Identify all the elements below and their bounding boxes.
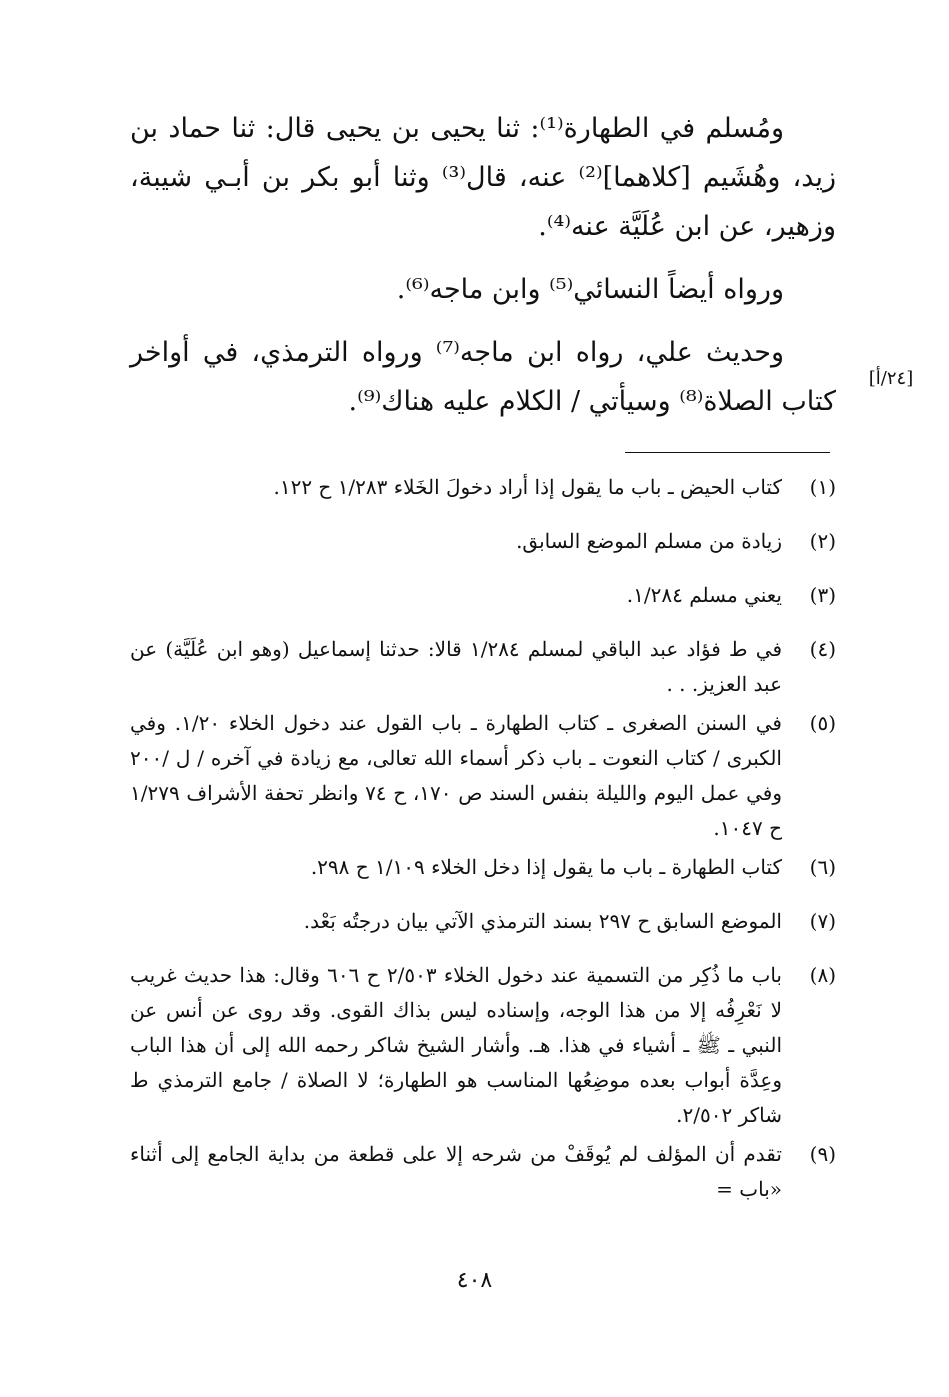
manuscript-folio-note: [٢٤/أ] [868, 368, 914, 389]
footnote-text: الموضع السابق ح ٢٩٧ بسند الترمذي الآتي بيان درجتُه بَعْد. [303, 909, 782, 933]
footnote-number: (٨) [809, 963, 836, 987]
footnote [130, 850, 836, 885]
footnote-separator [625, 452, 830, 453]
paragraph [130, 265, 836, 314]
footnote-text: في ط فؤاد عبد الباقي لمسلم ١/٢٨٤ قالا: حدثنا إسماعيل (وهو ابن عُلَيَّة) عن عبد العزيز. . . [130, 637, 783, 696]
footnote [130, 524, 836, 559]
main-text [130, 104, 836, 426]
paragraph [130, 104, 836, 251]
footnote [130, 904, 836, 939]
footnote-number: (٩) [809, 1142, 836, 1166]
footnote [130, 958, 836, 1133]
footnote-number: (٦) [809, 855, 836, 879]
footnote-number: (٤) [809, 637, 836, 661]
footnote-text: تقدم أن المؤلف لم يُوقَفْ من شرحه إلا على قطعة من بداية الجامع إلى أثناء «باب = [130, 1142, 782, 1201]
footnote-number: (١) [809, 475, 836, 499]
paragraph-text: ورواه أيضاً النسائي⁽⁵⁾ وابن ماجه⁽⁶⁾. [396, 274, 784, 305]
footnote [130, 470, 836, 505]
footnote-text: كتاب الطهارة ـ باب ما يقول إذا دخل الخلاء ١/١٠٩ ح ٢٩٨. [310, 855, 782, 879]
footnote-number: (٢) [809, 529, 836, 553]
footnote [130, 578, 836, 613]
paragraph [130, 328, 836, 426]
footnote-text: باب ما ذُكِر من التسمية عند دخول الخلاء ٢/٥٠٣ ح ٦٠٦ وقال: هذا حديث غريب لا نَعْرِفُه إلا من هذا الوجه، وإسناده ليس بذاك القوى. وقد روى عن أنس عن النبي ـ ﷺ ـ أشياء في هذا. هـ. وأشار الشيخ شاكر رحمه الله إلى أن هذا الباب وعِدَّة أبواب بعده موضِعُها المناسب هو الطهارة؛ لا الصلاة / جامع الترمذي ط شاكر ٢/٥٠٢. [130, 963, 782, 1127]
footnote-number: (٣) [809, 583, 836, 607]
footnote-number: (٧) [809, 909, 836, 933]
paragraph-text: ومُسلم في الطهارة⁽¹⁾: ثنا يحيى بن يحيى قال: ثنا حماد بن زيد، وهُشَيم [كلاهما]⁽²⁾ عنه، قال⁽³⁾ وثنا أبو بكر بن أبـي شيبة، وزهير، عن ابن عُلَيَّة عنه⁽⁴⁾. [130, 113, 836, 242]
footnote [130, 1137, 836, 1207]
paragraph-text: وحديث علي، رواه ابن ماجه⁽⁷⁾ ورواه الترمذي، في أواخر كتاب الصلاة⁽⁸⁾ وسيأتي / الكلام عليه هناك⁽⁹⁾. [130, 337, 836, 417]
footnotes [130, 470, 836, 1226]
footnote-text: زيادة من مسلم الموضع السابق. [516, 529, 782, 553]
footnote [130, 632, 836, 702]
footnote-text: كتاب الحيض ـ باب ما يقول إذا أراد دخولَ الخَلاء ١/٢٨٣ ح ١٢٢. [273, 475, 782, 499]
footnote-number: (٥) [809, 711, 836, 735]
footnote-text: في السنن الصغرى ـ كتاب الطهارة ـ باب القول عند دخول الخلاء ١/٢٠. وفي الكبرى / كتاب النعوت ـ باب ذكر أسماء الله تعالى، مع زيادة في آخره / ل /٢٠٠ وفي عمل اليوم والليلة بنفس السند ص ١٧٠، ح ٧٤ وانظر تحفة الأشراف ١/٢٧٩ ح ١٠٤٧. [130, 711, 783, 840]
page-number: ٤٠٨ [456, 1268, 493, 1293]
footnote [130, 706, 836, 846]
footnote-text: يعني مسلم ١/٢٨٤. [626, 583, 782, 607]
